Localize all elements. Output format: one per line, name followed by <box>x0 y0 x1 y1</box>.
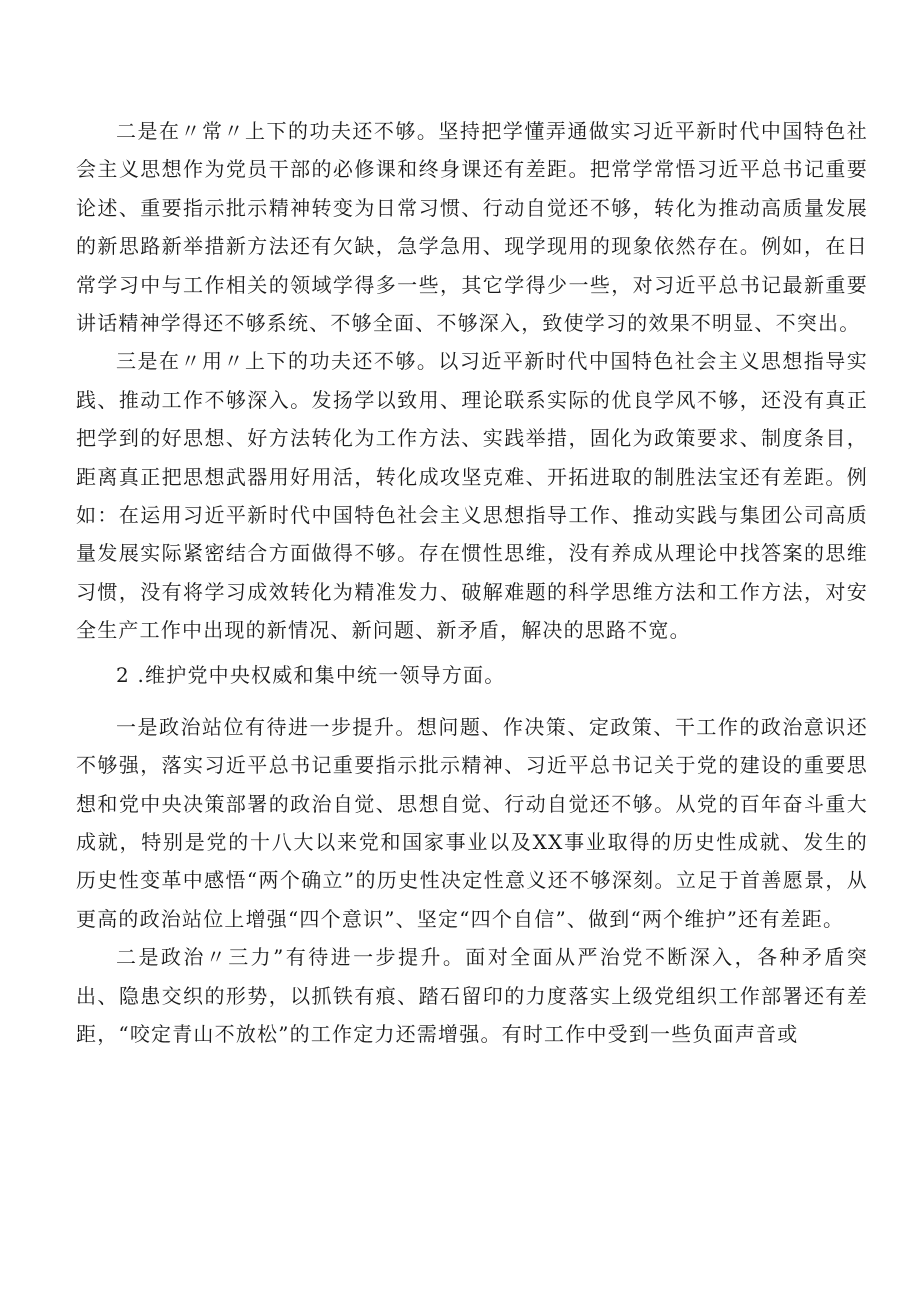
paragraph-political-stance: 一是政治站位有待进一步提升。想问题、作决策、定政策、干工作的政治意识还不够强，落实习近平总书记重要指示批示精神、习近平总书记关于党的建设的重要思想和党中央决策部署的政治自觉、思想自觉、行动自觉还不够。从党的百年奋斗重大成就，特别是党的十八大以来党和国家事业以及XX事业取得的历史性成就、发生的历史性变革中感悟“两个确立”的历史性决定性意义还不够深刻。立足于首善愿景，从更高的政治站位上增强“四个意识”、坚定“四个自信”、做到“两个维护”还有差距。 <box>76 714 868 931</box>
paragraph-chang: 二是在〃常〃上下的功夫还不够。坚持把学懂弄通做实习近平新时代中国特色社会主义思想作为党员干部的必修课和终身课还有差距。把常学常悟习近平总书记重要论述、重要指示批示精神转变为日常习惯、行动自觉还不够，转化为推动高质量发展的新思路新举措新方法还有欠缺，急学急用、现学现用的现象依然存在。例如，在日常学习中与工作相关的领域学得多一些，其它学得少一些，对习近平总书记最新重要讲话精神学得还不够系统、不够全面、不够深入，致使学习的效果不明显、不突出。 <box>76 119 868 336</box>
section-heading: 2 .维护党中央权威和集中统一领导方面。 <box>116 662 506 687</box>
paragraph-yong: 三是在〃用〃上下的功夫还不够。以习近平新时代中国特色社会主义思想指导实践、推动工作不够深入。发扬学以致用、理论联系实际的优良学风不够，还没有真正把学到的好思想、好方法转化为工作方法、实践举措，固化为政策要求、制度条目，距离真正把思想武器用好用活，转化成攻坚克难、开拓进取的制胜法宝还有差距。例如：在运用习近平新时代中国特色社会主义思想指导工作、推动实践与集团公司高质量发展实际紧密结合方面做得不够。存在惯性思维，没有养成从理论中找答案的思维习惯，没有将学习成效转化为精准发力、破解难题的科学思维方法和工作方法，对安全生产工作中出现的新情况、新问题、新矛盾，解决的思路不宽。 <box>76 349 868 643</box>
paragraph-political-three-forces: 二是政治〃三力”有待进一步提升。面对全面从严治党不断深入，各种矛盾突出、隐患交织的形势，以抓铁有痕、踏石留印的力度落实上级党组织工作部署还有差距，“咬定青山不放松”的工作定力还需增强。有时工作中受到一些负面声音或 <box>76 945 868 1046</box>
